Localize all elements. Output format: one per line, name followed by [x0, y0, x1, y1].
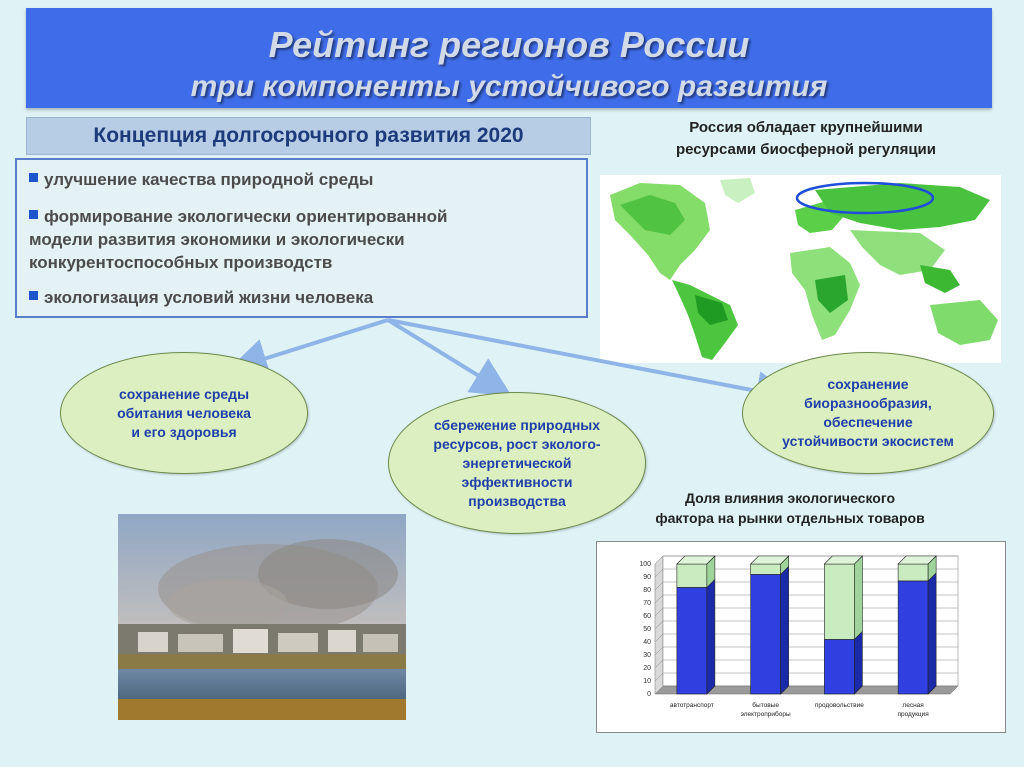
- chart-bar: [677, 564, 707, 587]
- chart-x-tick-label: лесная: [902, 702, 924, 709]
- oval-human-health: сохранение среды обитания человека и его здоровья: [60, 352, 308, 474]
- chart-y-tick-label: 40: [643, 639, 651, 646]
- chart-y-tick-label: 70: [643, 600, 651, 607]
- chart-bar: [824, 639, 854, 694]
- chart-bar-side: [707, 579, 715, 694]
- chart-y-tick-label: 60: [643, 613, 651, 620]
- concept-header: Концепция долгосрочного развития 2020: [26, 117, 591, 155]
- concept-item-2-line2: модели развития экономики и экологически: [29, 230, 405, 249]
- chart-y-tick-label: 90: [643, 574, 651, 581]
- photo-graphic: [118, 514, 406, 720]
- chart-x-tick-label: продукция: [897, 711, 929, 718]
- chart-bar-side: [854, 556, 862, 639]
- chart-bar: [898, 564, 928, 581]
- chart-x-tick-label: бытовые: [752, 702, 779, 709]
- chart-y-tick-label: 30: [643, 652, 651, 659]
- chart-bar-side: [781, 566, 789, 694]
- chart-y-tick-label: 10: [643, 678, 651, 685]
- chart-bar: [898, 581, 928, 694]
- chart-x-tick-label: продовольствие: [814, 702, 864, 709]
- chart-y-tick-label: 20: [643, 665, 651, 672]
- chart-bar: [677, 587, 707, 694]
- concept-item-3: экологизация условий жизни человека: [29, 286, 373, 309]
- chart-bar: [824, 564, 854, 639]
- chart-bar-side: [854, 631, 862, 694]
- chart-bar: [751, 574, 781, 694]
- slide-title: Рейтинг регионов России: [268, 24, 750, 65]
- arrow-to-oval-1: [235, 320, 388, 368]
- oval-biodiversity: сохранение биоразнообразия, обеспечение устойчивости экосистем: [742, 352, 994, 474]
- chart-x-tick-label: автотранспорт: [669, 702, 714, 709]
- russia-caption: Россия обладает крупнейшими ресурсами биосферной регуляции: [676, 119, 936, 158]
- chart-bar-side: [928, 573, 936, 694]
- slide-subtitle: три компоненты устойчивого развития: [190, 70, 828, 103]
- chart-x-tick-label: электроприборы: [740, 711, 791, 718]
- concept-item-2: формирование экологически ориентированной: [29, 205, 447, 228]
- bar-chart: [596, 541, 1006, 733]
- concept-item-2-line3: конкурентоспособных производств: [29, 253, 333, 272]
- chart-y-tick-label: 50: [643, 626, 651, 633]
- industrial-town-photo: [118, 514, 406, 720]
- chart-svg: [597, 542, 1005, 732]
- oval-resources: сбережение природных ресурсов, рост эколого- энергетической эффективности производства: [388, 392, 646, 534]
- chart-bar: [751, 564, 781, 574]
- chart-y-tick-label: 80: [643, 587, 651, 594]
- chart-caption: Доля влияния экологического фактора на рынки отдельных товаров: [655, 490, 925, 526]
- chart-y-tick-label: 0: [647, 691, 651, 698]
- chart-y-tick-label: 100: [639, 561, 651, 568]
- concept-item-1: улучшение качества природной среды: [29, 168, 373, 191]
